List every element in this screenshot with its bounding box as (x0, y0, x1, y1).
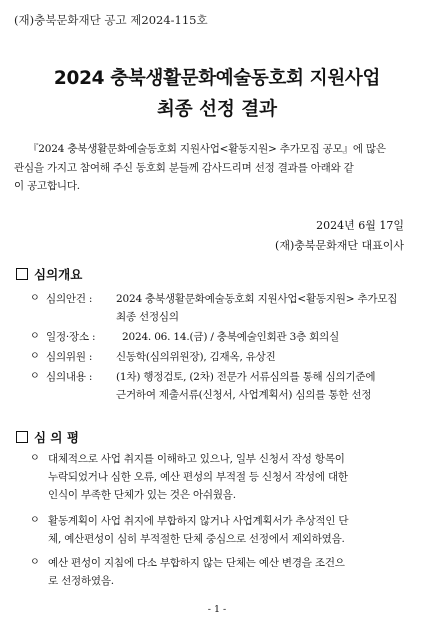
item-value (122, 328, 426, 346)
bullet-icon: ㅇ (30, 293, 40, 304)
item-value (116, 290, 420, 326)
comment-line: 예산 편성이 지침에 다소 부합하지 않는 단체는 예산 변경을 조건으 (48, 557, 345, 569)
item-label: 일정·장소 : (46, 331, 96, 343)
bullet-icon: ㅇ (30, 453, 40, 464)
comment-line: 로 선정하였음. (48, 575, 114, 587)
comment-line: 누락되었거나 심한 오류, 예산 편성의 부적절 등 신청서 작성에 대한 (48, 471, 348, 483)
item-value-line: 최종 선정심의 (116, 311, 179, 323)
item-label: 심의안건 : (46, 293, 93, 305)
list-item (30, 328, 420, 346)
intro-line: 이 공고합니다. (14, 180, 80, 192)
announcement-date: 2024년 6월 17일 (316, 219, 404, 232)
intro-line: 관심을 가지고 참여해 주신 동호회 분들께 감사드리며 선정 결과를 아래와 같 (14, 161, 354, 174)
section-heading-label: 심의개요 (34, 267, 83, 282)
comment-text (48, 554, 420, 590)
section-heading-review-comments (16, 428, 79, 446)
list-item (30, 290, 420, 326)
notice-number: (재)충북문화재단 공고 제2024-115호 (14, 13, 208, 27)
list-item (30, 368, 420, 404)
item-label: 심의내용 : (46, 371, 93, 383)
bullet-icon: ㅇ (30, 515, 40, 526)
checkbox-square-icon (16, 431, 28, 443)
item-value-line: 2024. 06. 14.(금) / 충북예술인회관 3층 회의실 (122, 331, 340, 343)
page-number: - 1 - (207, 604, 227, 615)
list-item (30, 512, 420, 550)
comment-text (48, 512, 420, 548)
item-value-line: 근거하여 제출서류(신청서, 사업계획서) 심의를 통한 선정 (116, 389, 372, 401)
checkbox-square-icon (16, 268, 28, 280)
list-item (30, 450, 420, 506)
item-label: 심의위원 : (46, 351, 93, 363)
bullet-icon: ㅇ (30, 331, 40, 342)
bullet-icon: ㅇ (30, 371, 40, 382)
bullet-icon: ㅇ (30, 557, 40, 568)
comment-text (48, 450, 420, 504)
list-item (30, 554, 420, 592)
bullet-icon: ㅇ (30, 351, 40, 362)
comment-line: 인식이 부족한 단체가 있는 것은 아쉬웠음. (48, 489, 236, 501)
item-value-line: (1차) 행정검토, (2차) 전문가 서류심의를 통해 심의기준에 (116, 371, 376, 383)
comment-line: 활동계획이 사업 취지에 부합하지 않거나 사업계획서가 추상적인 단 (48, 515, 349, 527)
comment-line: 체, 예산편성이 심히 부적절한 단체 중심으로 선정에서 제외하였음. (48, 533, 345, 545)
item-value (116, 348, 420, 366)
page-subtitle: 최종 선정 결과 (156, 99, 278, 120)
intro-line: 『2024 충북생활문화예술동호회 지원사업<활동지원> 추가모집 공모』에 많은 (28, 143, 386, 155)
section-heading-label: 심 의 평 (34, 430, 79, 445)
intro-paragraph (14, 140, 414, 196)
section-heading-review-overview (16, 265, 82, 283)
item-value (116, 368, 420, 404)
list-item (30, 348, 420, 366)
issuer-name: (재)충북문화재단 대표이사 (275, 239, 404, 252)
page-title: 2024 충북생활문화예술동호회 지원사업 (53, 68, 381, 89)
item-value-line: 신동학(심의위원장), 김재옥, 유상진 (116, 351, 276, 363)
comment-line: 대체적으로 사업 취지를 이해하고 있으나, 일부 신청서 작성 항목이 (48, 453, 345, 465)
item-value-line: 2024 충북생활문화예술동호회 지원사업<활동지원> 추가모집 (116, 293, 398, 305)
